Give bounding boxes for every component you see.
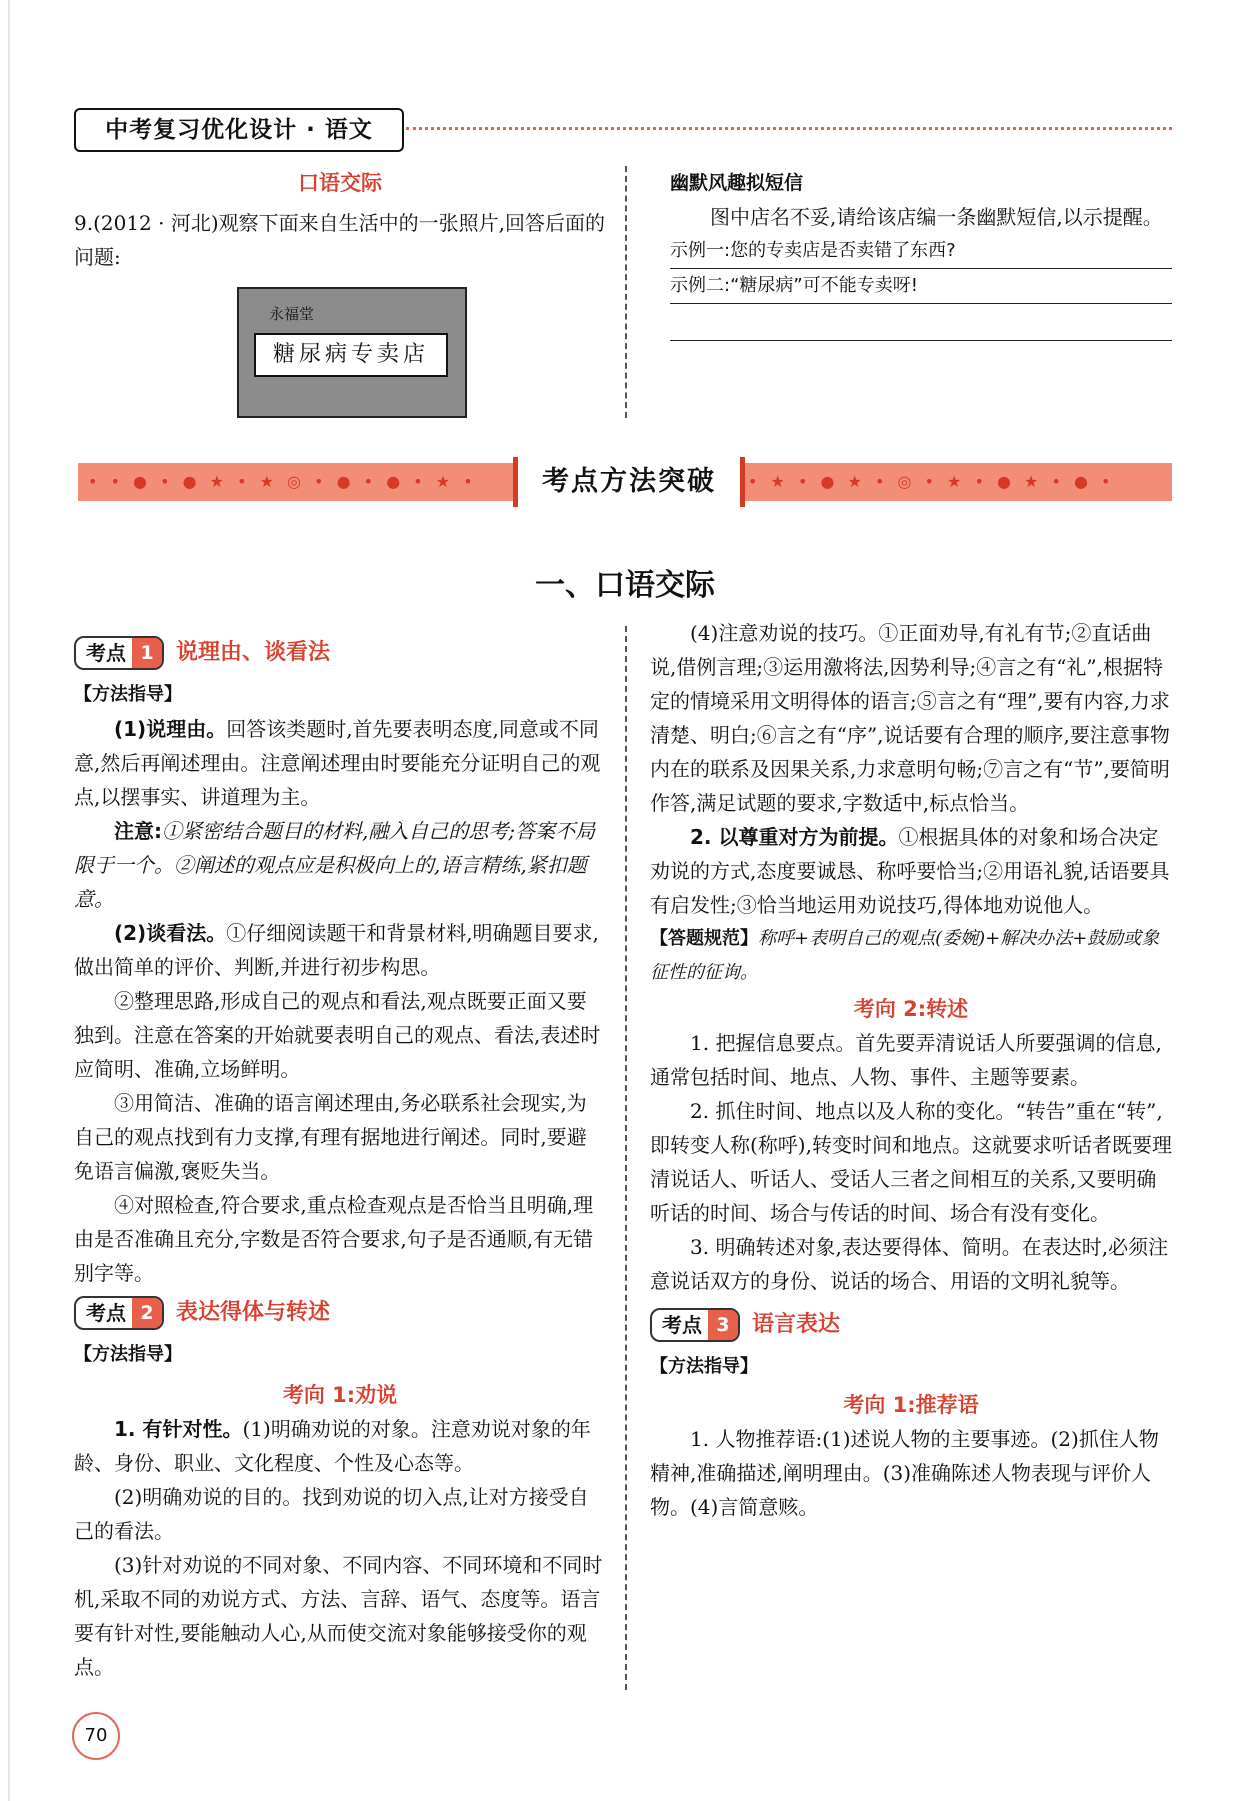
store-photo <box>237 287 467 418</box>
kaodian-2-title: 表达得体与转述 <box>176 1300 331 1325</box>
banner-decoration-left: • • ● • ● ★ • ★ ◎ • ● • ● • ★ • <box>88 472 477 491</box>
para-opinion-text: ①仔细阅读题干和背景材料,明确题目要求,做出简单的评价、判断,并进行初步构思。 <box>74 921 599 979</box>
section-title: 一、口语交际 <box>535 568 715 603</box>
subsection-recommend: 考向 1:推荐语 <box>843 1393 979 1417</box>
para-express: ③用简洁、准确的语言阐述理由,务必联系社会现实,为自己的观点找到有力支撑,有理有据地进行阐述。同时,要避免语言偏激,褒贬失当。 <box>74 1091 587 1183</box>
para-note-text: ①紧密结合题目的材料,融入自己的思考;答案不局限于一个。②阐述的观点应是积极向上的,语言精练,紧扣题意。 <box>74 819 596 911</box>
answer-line-2: 示例二:“糖尿病”可不能专卖呀! <box>670 269 1172 304</box>
main-column-divider <box>625 626 627 1690</box>
store-name-text: 永福堂 <box>269 305 315 323</box>
para-reason <box>74 712 606 814</box>
top-column-divider <box>625 166 627 418</box>
kaodian-2-label: 考点 <box>86 1301 126 1325</box>
para-respect-text: ①根据具体的对象和场合决定劝说的方式,态度要诚恳、称呼要恰当;②用语礼貌,话语要具有启发性;③恰当地运用劝说技巧,得体地劝说他人。 <box>650 825 1170 917</box>
para-respect <box>650 820 1172 922</box>
para-respect-lead: 2. 以尊重对方为前提。 <box>690 825 899 849</box>
para-skills: (4)注意劝说的技巧。①正面劝导,有礼有节;②直话曲说,借例言理;③运用激将法,因势利导;④言之有“礼”,根据特定的情境采用文明得体的语言;⑤言之有“理”,要有内容,力求清楚、明白;⑥言之有“序”,说话要有合理的顺序,要注意事物内在的联系及因果关系,力求意明句畅;⑦言之有“节”,要简明作答,满足试题的要求,字数适中,标点恰当。 <box>650 621 1170 815</box>
header-dotted-rule <box>406 127 1172 130</box>
kaodian-2 <box>74 1296 606 1330</box>
para-targeted-lead: 1. 有针对性。 <box>114 1417 243 1441</box>
page-number: 70 <box>72 1712 120 1760</box>
para-targeted <box>74 1412 606 1480</box>
kaodian-1-number: 1 <box>132 638 162 668</box>
para-changes: 2. 抓住时间、地点以及人称的变化。“转告”重在“转”,即转变人称(称呼),转变时间和地点。这就要求听话者既要理清说话人、听话人、受话人三者之间相互的关系,又要明确听话的时间、场合与传话的时间、场合有没有变化。 <box>650 1099 1172 1225</box>
kaodian-1-title: 说理由、谈看法 <box>176 640 331 665</box>
sms-prompt: 图中店名不妥,请给该店编一条幽默短信,以示提醒。 <box>710 205 1163 229</box>
para-opinion-lead: (2)谈看法。 <box>114 921 227 945</box>
question-block <box>74 166 606 274</box>
answer-line-3 <box>670 306 1172 341</box>
answer-norm-tag: 【答题规范】 <box>650 928 758 949</box>
answer-norm <box>650 922 1172 990</box>
subsection-relay: 考向 2:转述 <box>853 997 969 1021</box>
method-guide-1: 【方法指导】 <box>74 684 182 705</box>
oral-communication-heading: 口语交际 <box>298 171 382 195</box>
para-target: 3. 明确转述对象,表达要得体、简明。在表达时,必须注意说话双方的身份、说话的场合、用语的文明礼貌等。 <box>650 1235 1169 1293</box>
para-purpose: (2)明确劝说的目的。找到劝说的切入点,让对方接受自己的看法。 <box>74 1485 589 1543</box>
para-recommend: 1. 人物推荐语:(1)述说人物的主要事迹。(2)抓住人物精神,准确描述,阐明理由。(3)准确陈述人物表现与评价人物。(4)言简意赅。 <box>650 1427 1159 1519</box>
method-guide-2: 【方法指导】 <box>74 1344 182 1365</box>
kaodian-3 <box>650 1308 1172 1342</box>
para-reason-text: 回答该类题时,首先要表明态度,同意或不同意,然后再阐述理由。注意阐述理由时要能充分证明自己的观点,以摆事实、讲道理为主。 <box>74 717 601 809</box>
kaodian-3-badge <box>650 1308 740 1342</box>
banner-title: 考点方法突破 <box>513 457 745 507</box>
answer-norm-text: 称呼+表明自己的观点(委婉)+解决办法+鼓励或象征性的征询。 <box>650 928 1160 983</box>
kaodian-3-title: 语言表达 <box>752 1312 841 1337</box>
para-note-lead: 注意: <box>114 819 162 843</box>
book-header-title: 中考复习优化设计 · 语文 <box>74 108 404 152</box>
kaodian-1 <box>74 636 606 670</box>
subsection-persuade: 考向 1:劝说 <box>282 1383 398 1407</box>
answer-line-1: 示例一:您的专卖店是否卖错了东西? <box>670 234 1172 269</box>
store-sign: 糖尿病专卖店 <box>254 333 448 377</box>
para-check: ④对照检查,符合要求,重点检查观点是否恰当且明确,理由是否准确且充分,字数是否符合要求,句子是否通顺,有无错别字等。 <box>74 1193 594 1285</box>
sms-heading: 幽默风趣拟短信 <box>670 172 804 194</box>
question-text: 9.(2012 · 河北)观察下面来自生活中的一张照片,回答后面的问题: <box>74 211 606 269</box>
para-organize: ②整理思路,形成自己的观点和看法,观点既要正面又要独到。注意在答案的开始就要表明自己的观点、看法,表述时应简明、准确,立场鲜明。 <box>74 989 601 1081</box>
para-targeted-text: (1)明确劝说的对象。注意劝说对象的年龄、身份、职业、文化程度、个性及心态等。 <box>74 1417 591 1475</box>
kaodian-3-number: 3 <box>708 1310 738 1340</box>
para-note <box>74 814 606 916</box>
kaodian-3-label: 考点 <box>662 1313 702 1337</box>
method-guide-3: 【方法指导】 <box>650 1356 758 1377</box>
para-key-info: 1. 把握信息要点。首先要弄清说话人所要强调的信息,通常包括时间、地点、人物、事件、主题等要素。 <box>650 1031 1162 1089</box>
banner-decoration-right: • ★ • ● ★ • ◎ • ★ • ● ★ • ● • <box>748 472 1115 491</box>
para-opinion <box>74 916 606 984</box>
sms-block <box>670 166 1172 341</box>
para-approach: (3)针对劝说的不同对象、不同内容、不同环境和不同时机,采取不同的劝说方式、方法、言辞、语气、态度等。语言要有针对性,要能触动人心,从而使交流对象能够接受你的观点。 <box>74 1553 603 1679</box>
left-column <box>74 630 606 1684</box>
right-column <box>650 616 1172 1524</box>
kaodian-1-badge <box>74 636 164 670</box>
kaodian-2-number: 2 <box>132 1298 162 1328</box>
kaodian-2-badge <box>74 1296 164 1330</box>
para-reason-lead: (1)说理由。 <box>114 717 227 741</box>
kaodian-1-label: 考点 <box>86 641 126 665</box>
page-edge <box>8 0 10 1801</box>
